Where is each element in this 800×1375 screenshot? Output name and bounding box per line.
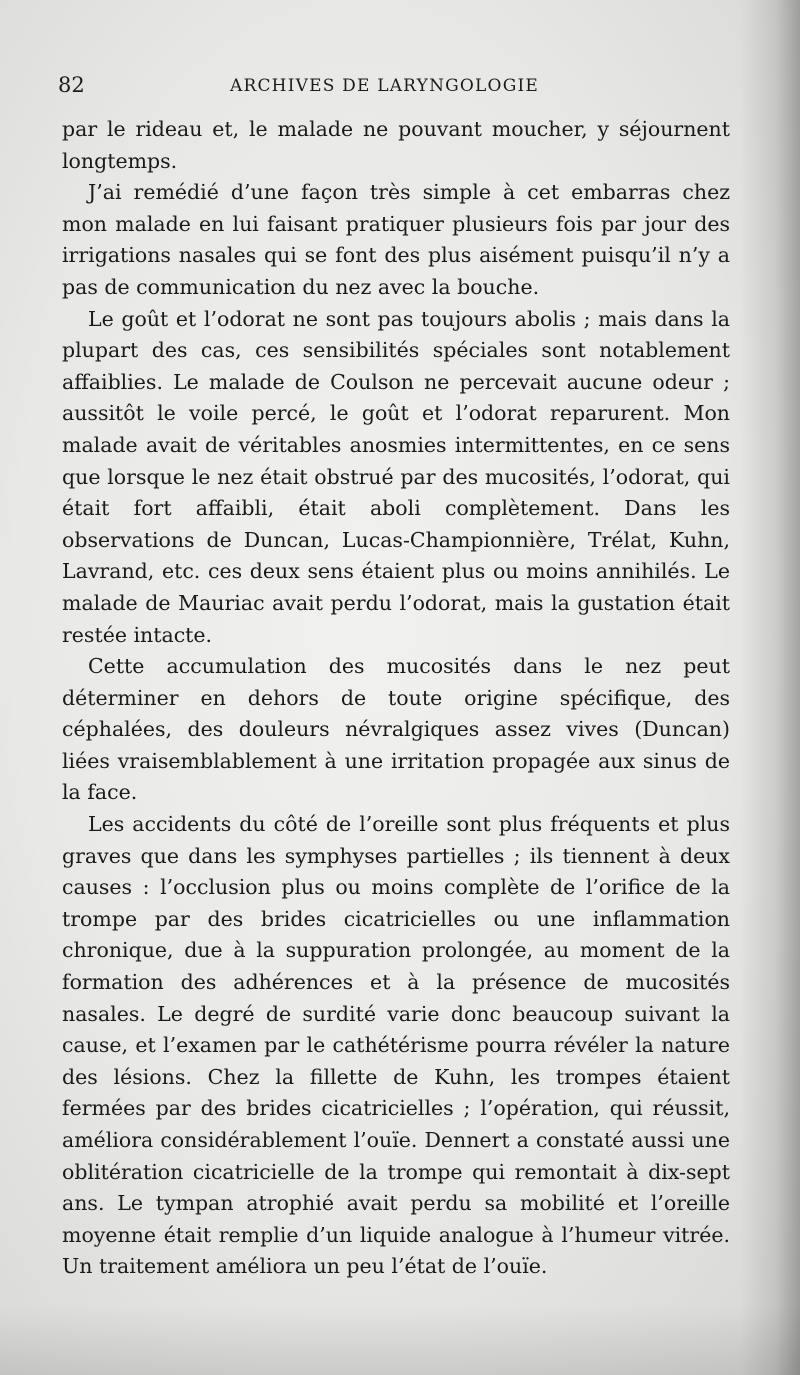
running-head: ARCHIVES DE LARYNGOLOGIE [230, 76, 539, 96]
page-bottom-shadow [0, 1305, 800, 1375]
page-edge-shadow [740, 0, 800, 1375]
paragraph-3: Le goût et l’odorat ne sont pas toujours abolis ; mais dans la plupart des cas, ces sensibilités spéciales sont notablement affaiblies. Le malade de Coulson ne percevait aucune odeur ; aussitôt le voile percé, le goût et l’odorat reparurent. Mon malade avait de véritables anosmies intermittentes, en ce sens que lorsque le nez était obstrué par des mucosités, l’odorat, qui était fort affaibli, était aboli complètement. Dans les observations de Duncan, Lucas-Championnière, Trélat, Kuhn, Lavrand, etc. ces deux sens étaient plus ou moins annihilés. Le malade de Mauriac avait perdu l’odorat, mais la gustation était restée intacte. [62, 306, 730, 647]
page-number: 82 [58, 73, 85, 97]
paragraph-1: par le rideau et, le malade ne pouvant moucher, y séjournent longtemps. [62, 117, 730, 173]
paragraph-5: Les accidents du côté de l’oreille sont plus fréquents et plus graves que dans les symphyses partielles ; ils tiennent à deux causes : l’occlusion plus ou moins complète de l’orifice de la trompe par des brides cicatricielles ou une inflammation chronique, due à la suppuration prolongée, au moment de la formation des adhérences et à la présence de mucosités nasales. Le degré de surdité varie donc beaucoup suivant la cause, et l’examen par le cathétérisme pourra révéler la nature des lésions. Chez la fillette de Kuhn, les trompes étaient fermées par des brides cicatricielles ; l’opération, qui réussit, améliora considérablement l’ouïe. Dennert a constaté aussi une oblitération cicatricielle de la trompe qui remontait à dix-sept ans. Le tympan atrophié avait perdu sa mobilité et l’oreille moyenne était remplie d’un liquide analogue à l’humeur vitrée. Un traitement améliora un peu l’état de l’ouïe. [62, 812, 730, 1279]
body-text [62, 114, 730, 1283]
paragraph-4: Cette accumulation des mucosités dans le nez peut déterminer en dehors de toute origine spécifique, des céphalées, des douleurs névralgiques assez vives (Duncan) liées vraisemblablement à une irritation propagée aux sinus de la face. [62, 654, 730, 805]
paragraph-2: J’ai remédié d’une façon très simple à cet embarras chez mon malade en lui faisant pratiquer plusieurs fois par jour des irrigations nasales qui se font des plus aisément puisqu’il n’y a pas de communication du nez avec la bouche. [62, 180, 730, 299]
page-header [58, 70, 730, 100]
